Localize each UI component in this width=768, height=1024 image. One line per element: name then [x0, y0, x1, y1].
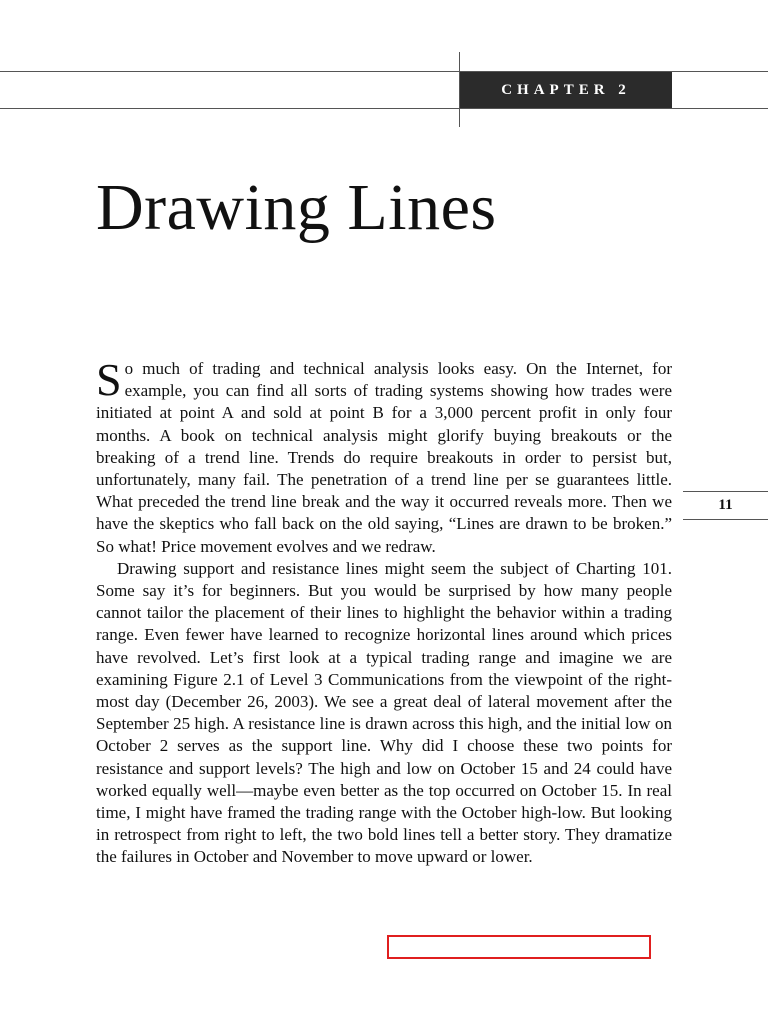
page-number: 11	[718, 497, 733, 513]
highlight-box	[387, 935, 651, 959]
paragraph-2: Drawing support and resistance lines might seem the subject of Charting 101. Some say it’s for beginners. But you would be surprised by how many people cannot tailor the placement of their lines to highlight the behavior within a trading range. Even fewer have learned to recognize horizontal lines around which prices have revolved. Let’s first look at a typical trading range and imagine we are examining Figure 2.1 of Level 3 Communications from the viewpoint of the right-most day (December 26, 2003). We see a great deal of lateral movement after the September 25 high. A resistance line is drawn across this high, and the initial low on October 2 serves as the support line. Why did I choose these two points for resistance and support levels? The high and low on October 15 and 24 could have worked equally well—maybe even better as the top occurred on October 15. In real time, I might have framed the trading range with the October high-low. But looking in retrospect from right to left, the two bold lines tell a better story. They dramatize the failures in October and November to move upward or lower.	[96, 558, 672, 867]
header-rule-bottom	[0, 108, 768, 109]
page-title: Drawing Lines	[96, 171, 497, 244]
paragraph-1	[96, 354, 672, 558]
drop-cap: S	[96, 354, 122, 405]
body-text	[96, 354, 672, 869]
chapter-label-text: CHAPTER 2	[501, 81, 631, 98]
chapter-label	[460, 72, 672, 108]
paragraph-1-text: o much of trading and technical analysis looks easy. On the Internet, for example, you can find all sorts of trading systems showing how trades were initiated at point A and sold at point B for a 3,000 percent profit in only four months. A book on technical analysis might glorify buying breakouts or the breaking of a trend line. Trends do require breakouts in order to persist but, unfortunately, many fail. The penetration of a trend line per se guarantees little. What preceded the trend line break and the way it occurred reveals more. Then we have the skeptics who fall back on the old saying, “Lines are drawn to be broken.” So what! Price movement evolves and we redraw.	[96, 359, 672, 556]
page-number-rule-bottom	[683, 519, 768, 520]
